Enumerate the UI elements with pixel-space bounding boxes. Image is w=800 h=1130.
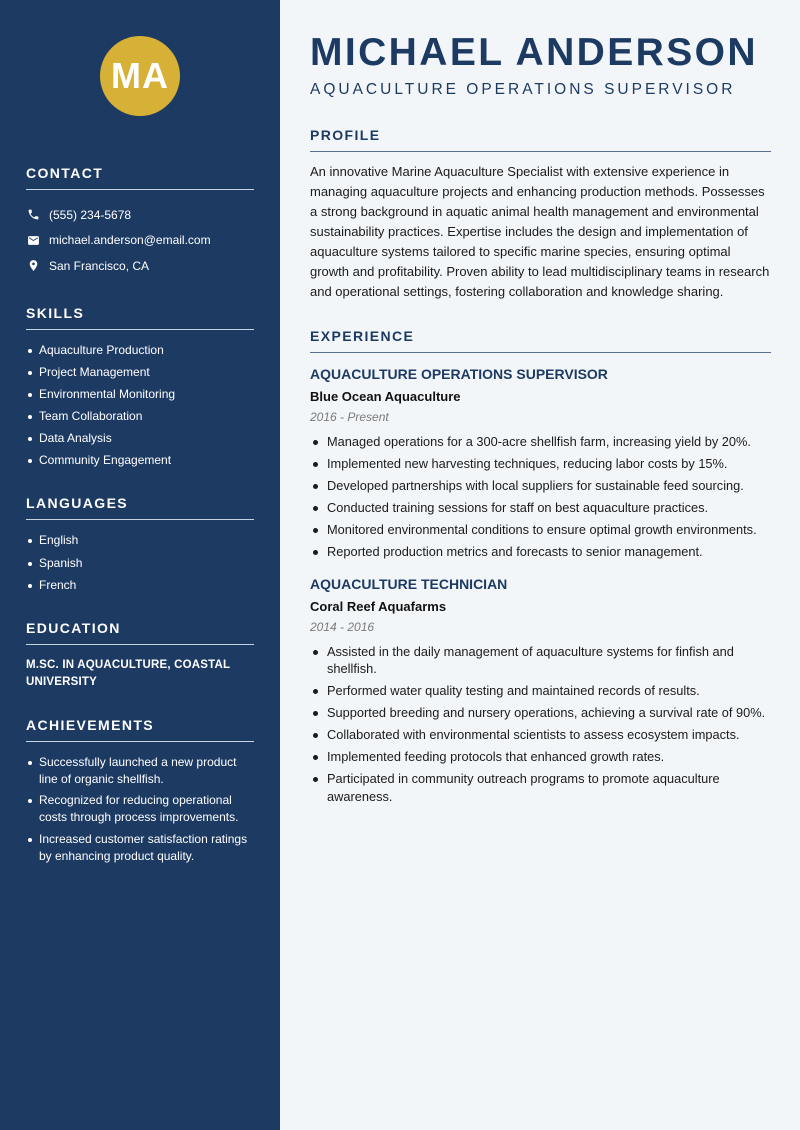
languages-section: [26, 495, 254, 593]
contact-section: [26, 165, 254, 279]
achievement-item: Successfully launched a new product line of organic shellfish.: [26, 754, 254, 788]
contact-location: [26, 253, 254, 279]
email-text[interactable]: michael.anderson@email.com: [49, 233, 211, 248]
achievements-section: [26, 717, 254, 865]
contact-heading: CONTACT: [26, 165, 254, 190]
education-heading: EDUCATION: [26, 620, 254, 645]
job-bullet: Conducted training sessions for staff on best aquaculture practices.: [310, 499, 771, 517]
job-entry: [310, 365, 771, 561]
job-role: AQUACULTURE OPERATIONS SUPERVISOR: [310, 366, 608, 382]
skills-heading: SKILLS: [26, 305, 254, 330]
job-bullet: Assisted in the daily management of aquaculture systems for finfish and shellfish.: [310, 643, 771, 678]
achievements-list: [26, 754, 254, 865]
languages-heading: LANGUAGES: [26, 495, 254, 520]
mail-icon: [26, 233, 40, 247]
experience-heading: EXPERIENCE: [310, 328, 771, 353]
job-bullet: Participated in community outreach programs to promote aquaculture awareness.: [310, 770, 771, 805]
location-pin-icon: [26, 259, 40, 273]
language-item: French: [26, 577, 254, 594]
job-dates: 2016 - Present: [310, 410, 389, 424]
achievements-heading: ACHIEVEMENTS: [26, 717, 254, 742]
job-company: Blue Ocean Aquaculture: [310, 389, 461, 404]
job-bullet: Developed partnerships with local suppliers for sustainable feed sourcing.: [310, 477, 771, 495]
profile-section: [310, 127, 771, 302]
experience-section: [310, 328, 771, 805]
location-text: San Francisco, CA: [49, 258, 150, 273]
achievement-item: Increased customer satisfaction ratings by enhancing product quality.: [26, 831, 254, 865]
job-bullet: Implemented feeding protocols that enhanced growth rates.: [310, 748, 771, 766]
education-degree: M.SC. IN AQUACULTURE, COASTAL UNIVERSITY: [26, 658, 231, 688]
job-dates: 2014 - 2016: [310, 619, 375, 634]
job-bullets: [310, 643, 771, 806]
job-bullet: Reported production metrics and forecasts to senior management.: [310, 543, 771, 561]
candidate-name: MICHAEL ANDERSON: [310, 31, 758, 74]
profile-heading: PROFILE: [310, 127, 771, 152]
achievement-item: Recognized for reducing operational costs through process improvements.: [26, 792, 254, 826]
skill-item: Aquaculture Production: [26, 342, 254, 359]
skill-item: Data Analysis: [26, 430, 254, 447]
job-bullet: Managed operations for a 300-acre shellfish farm, increasing yield by 20%.: [310, 433, 771, 451]
job-bullet: Performed water quality testing and maintained records of results.: [310, 682, 771, 700]
job-bullet: Monitored environmental conditions to ensure optimal growth environments.: [310, 521, 771, 539]
contact-phone: [26, 202, 254, 228]
phone-text[interactable]: (555) 234-5678: [49, 207, 132, 222]
job-company: Coral Reef Aquafarms: [310, 598, 447, 614]
skill-item: Project Management: [26, 364, 254, 381]
education-section: [26, 620, 254, 691]
sidebar: [0, 0, 280, 1130]
skills-section: [26, 305, 254, 470]
main-content: [280, 0, 800, 1130]
skill-item: Team Collaboration: [26, 408, 254, 425]
skill-item: Community Engagement: [26, 452, 254, 469]
language-item: Spanish: [26, 555, 254, 572]
job-bullet: Implemented new harvesting techniques, reducing labor costs by 15%.: [310, 455, 771, 473]
avatar: MA: [100, 36, 180, 116]
job-bullet: Collaborated with environmental scientists to assess ecosystem impacts.: [310, 726, 771, 744]
contact-email: [26, 228, 254, 254]
phone-icon: [26, 208, 40, 222]
skill-item: Environmental Monitoring: [26, 386, 254, 403]
candidate-title: AQUACULTURE OPERATIONS SUPERVISOR: [310, 81, 736, 98]
job-bullet: Supported breeding and nursery operations, achieving a survival rate of 90%.: [310, 704, 771, 722]
job-bullets: [310, 433, 771, 561]
language-item: English: [26, 532, 254, 549]
job-role: AQUACULTURE TECHNICIAN: [310, 575, 508, 592]
job-entry: [310, 575, 771, 806]
profile-text: An innovative Marine Aquaculture Specialist with extensive experience in managing aquaculture projects and enhancing production methods. Possesses a strong background in aquatic animal health management and environmental sustainability practices. Expertise includes the design and implementation of aquaculture systems tailored to specific marine species, ensuring optimal growth and profitability. Proven ability to lead multidisciplinary teams in research and operational settings, fostering collaboration and knowledge sharing.: [310, 164, 770, 299]
skills-list: [26, 342, 254, 470]
languages-list: [26, 532, 254, 593]
